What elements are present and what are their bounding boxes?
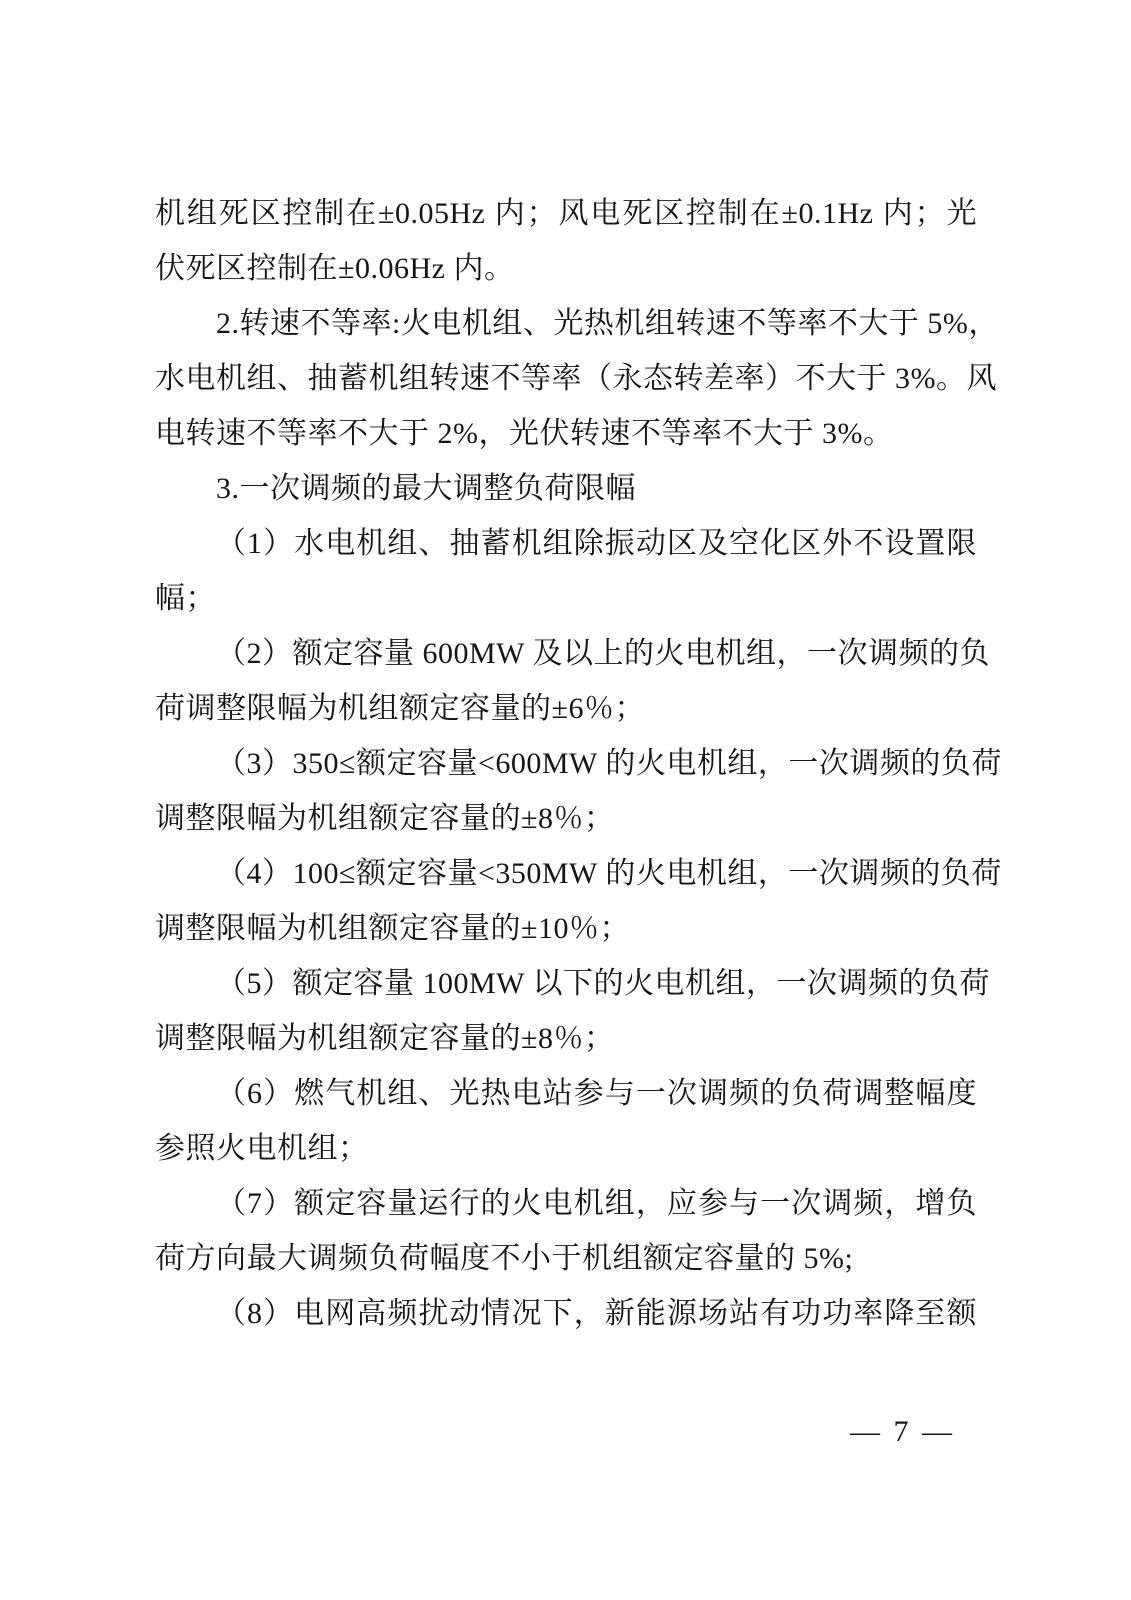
text-line: （2）额定容量 600MW 及以上的火电机组，一次调频的负 [216, 637, 990, 670]
text-line: 水电机组、抽蓄机组转速不等率（永态转差率）不大于 3%。风 [155, 362, 997, 395]
text-line: 调整限幅为机组额定容量的±8％； [155, 802, 615, 835]
text-line: 幅； [155, 582, 216, 615]
text-line: 荷方向最大调频负荷幅度不小于机组额定容量的 5%; [155, 1242, 854, 1275]
text-line: 荷调整限幅为机组额定容量的±6％； [155, 692, 645, 725]
text-line: 机组死区控制在±0.05Hz 内；风电死区控制在±0.1Hz 内；光 [155, 197, 977, 230]
text-line: （7）额定容量运行的火电机组，应参与一次调频，增负 [216, 1187, 977, 1220]
body-text [155, 186, 1002, 1341]
text-line: 电转速不等率不大于 2%，光伏转速不等率不大于 3%。 [155, 417, 894, 450]
text-line: （8）电网高频扰动情况下，新能源场站有功功率降至额 [216, 1297, 977, 1330]
text-line: （3）350≤额定容量<600MW 的火电机组，一次调频的负荷 [216, 747, 1002, 780]
text-line: 调整限幅为机组额定容量的±10％； [155, 912, 630, 945]
page-number: — 7 — [850, 1415, 955, 1448]
text-line: （4）100≤额定容量<350MW 的火电机组，一次调频的负荷 [216, 857, 1002, 890]
text-line: 伏死区控制在±0.06Hz 内。 [155, 252, 515, 285]
text-line: 调整限幅为机组额定容量的±8％； [155, 1022, 615, 1055]
text-line: 2.转速不等率:火电机组、光热机组转速不等率不大于 5%， [216, 307, 999, 340]
text-line: （6）燃气机组、光热电站参与一次调频的负荷调整幅度 [216, 1077, 977, 1110]
text-line: （5）额定容量 100MW 以下的火电机组，一次调频的负荷 [216, 967, 990, 1000]
text-line: 3.一次调频的最大调整负荷限幅 [216, 472, 636, 505]
text-line: 参照火电机组； [155, 1132, 369, 1165]
text-line: （1）水电机组、抽蓄机组除振动区及空化区外不设置限 [216, 527, 977, 560]
